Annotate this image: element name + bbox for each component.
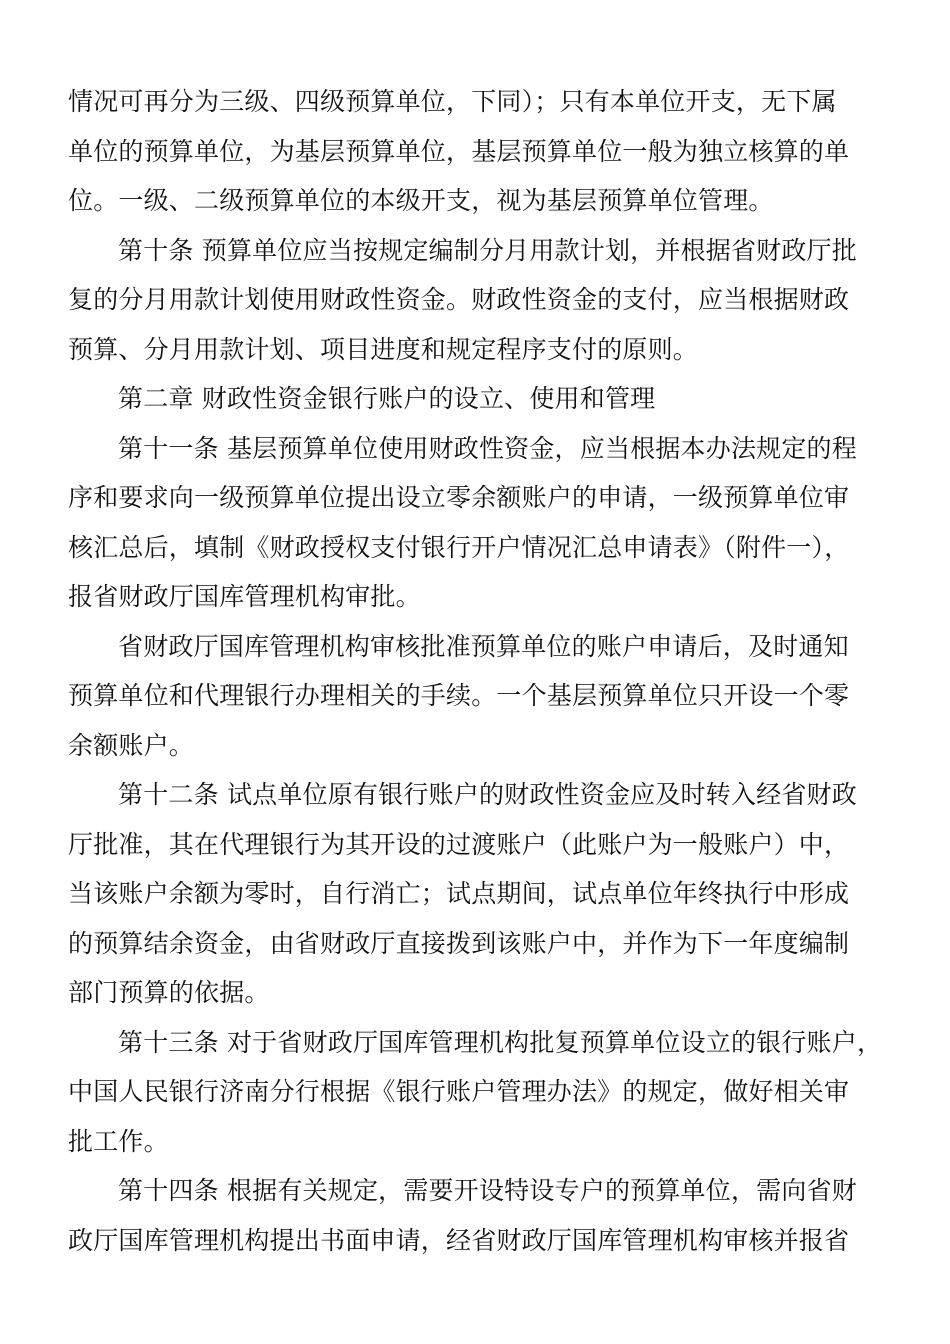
text-line: 中国人民银行济南分行根据《银行账户管理办法》的规定，做好相关审 [68,1077,850,1106]
article-10-line: 第十条 预算单位应当按规定编制分月用款计划，并根据省财政厅批 [118,236,857,265]
article-12-line: 第十二条 试点单位原有银行账户的财政性资金应及时转入经省财政 [118,780,857,809]
text-line: 批工作。 [68,1127,169,1156]
text-line: 情况可再分为三级、四级预算单位，下同）；只有本单位开支，无下属 [68,87,837,116]
text-line: 的预算结余资金，由省财政厅直接拨到该账户中，并作为下一年度编制 [68,929,850,958]
chapter-2-heading: 第二章 财政性资金银行账户的设立、使用和管理 [118,384,656,413]
text-line: 核汇总后，填制《财政授权支付银行开户情况汇总申请表》（附件一）， [68,533,850,562]
article-14-line: 第十四条 根据有关规定，需要开设特设专户的预算单位，需向省财 [118,1176,857,1205]
article-11-line: 第十一条 基层预算单位使用财政性资金，应当根据本办法规定的程 [118,434,857,463]
text-line: 当该账户余额为零时，自行消亡；试点期间，试点单位年终执行中形成 [68,879,850,908]
text-line: 单位的预算单位，为基层预算单位，基层预算单位一般为独立核算的单 [68,137,850,166]
text-line: 厅批准，其在代理银行为其开设的过渡账户（此账户为一般账户）中， [68,830,850,859]
text-line: 余额账户。 [68,731,195,760]
text-line: 政厅国库管理机构提出书面申请，经省财政厅国库管理机构审核并报省 [68,1226,850,1255]
text-line: 部门预算的依据。 [68,978,270,1007]
text-line: 报省财政厅国库管理机构审批。 [68,582,421,611]
text-line: 预算单位和代理银行办理相关的手续。一个基层预算单位只开设一个零 [68,681,850,710]
paragraph-start-line: 省财政厅国库管理机构审核批准预算单位的账户申请后，及时通知 [118,632,849,661]
text-line: 预算、分月用款计划、项目进度和规定程序支付的原则。 [68,335,699,364]
article-13-line: 第十三条 对于省财政厅国库管理机构批复预算单位设立的银行账户， [118,1028,883,1057]
text-line: 位。一级、二级预算单位的本级开支，视为基层预算单位管理。 [68,186,774,215]
text-line: 序和要求向一级预算单位提出设立零余额账户的申请，一级预算单位审 [68,483,850,512]
text-line: 复的分月用款计划使用财政性资金。财政性资金的支付，应当根据财政 [68,285,850,314]
